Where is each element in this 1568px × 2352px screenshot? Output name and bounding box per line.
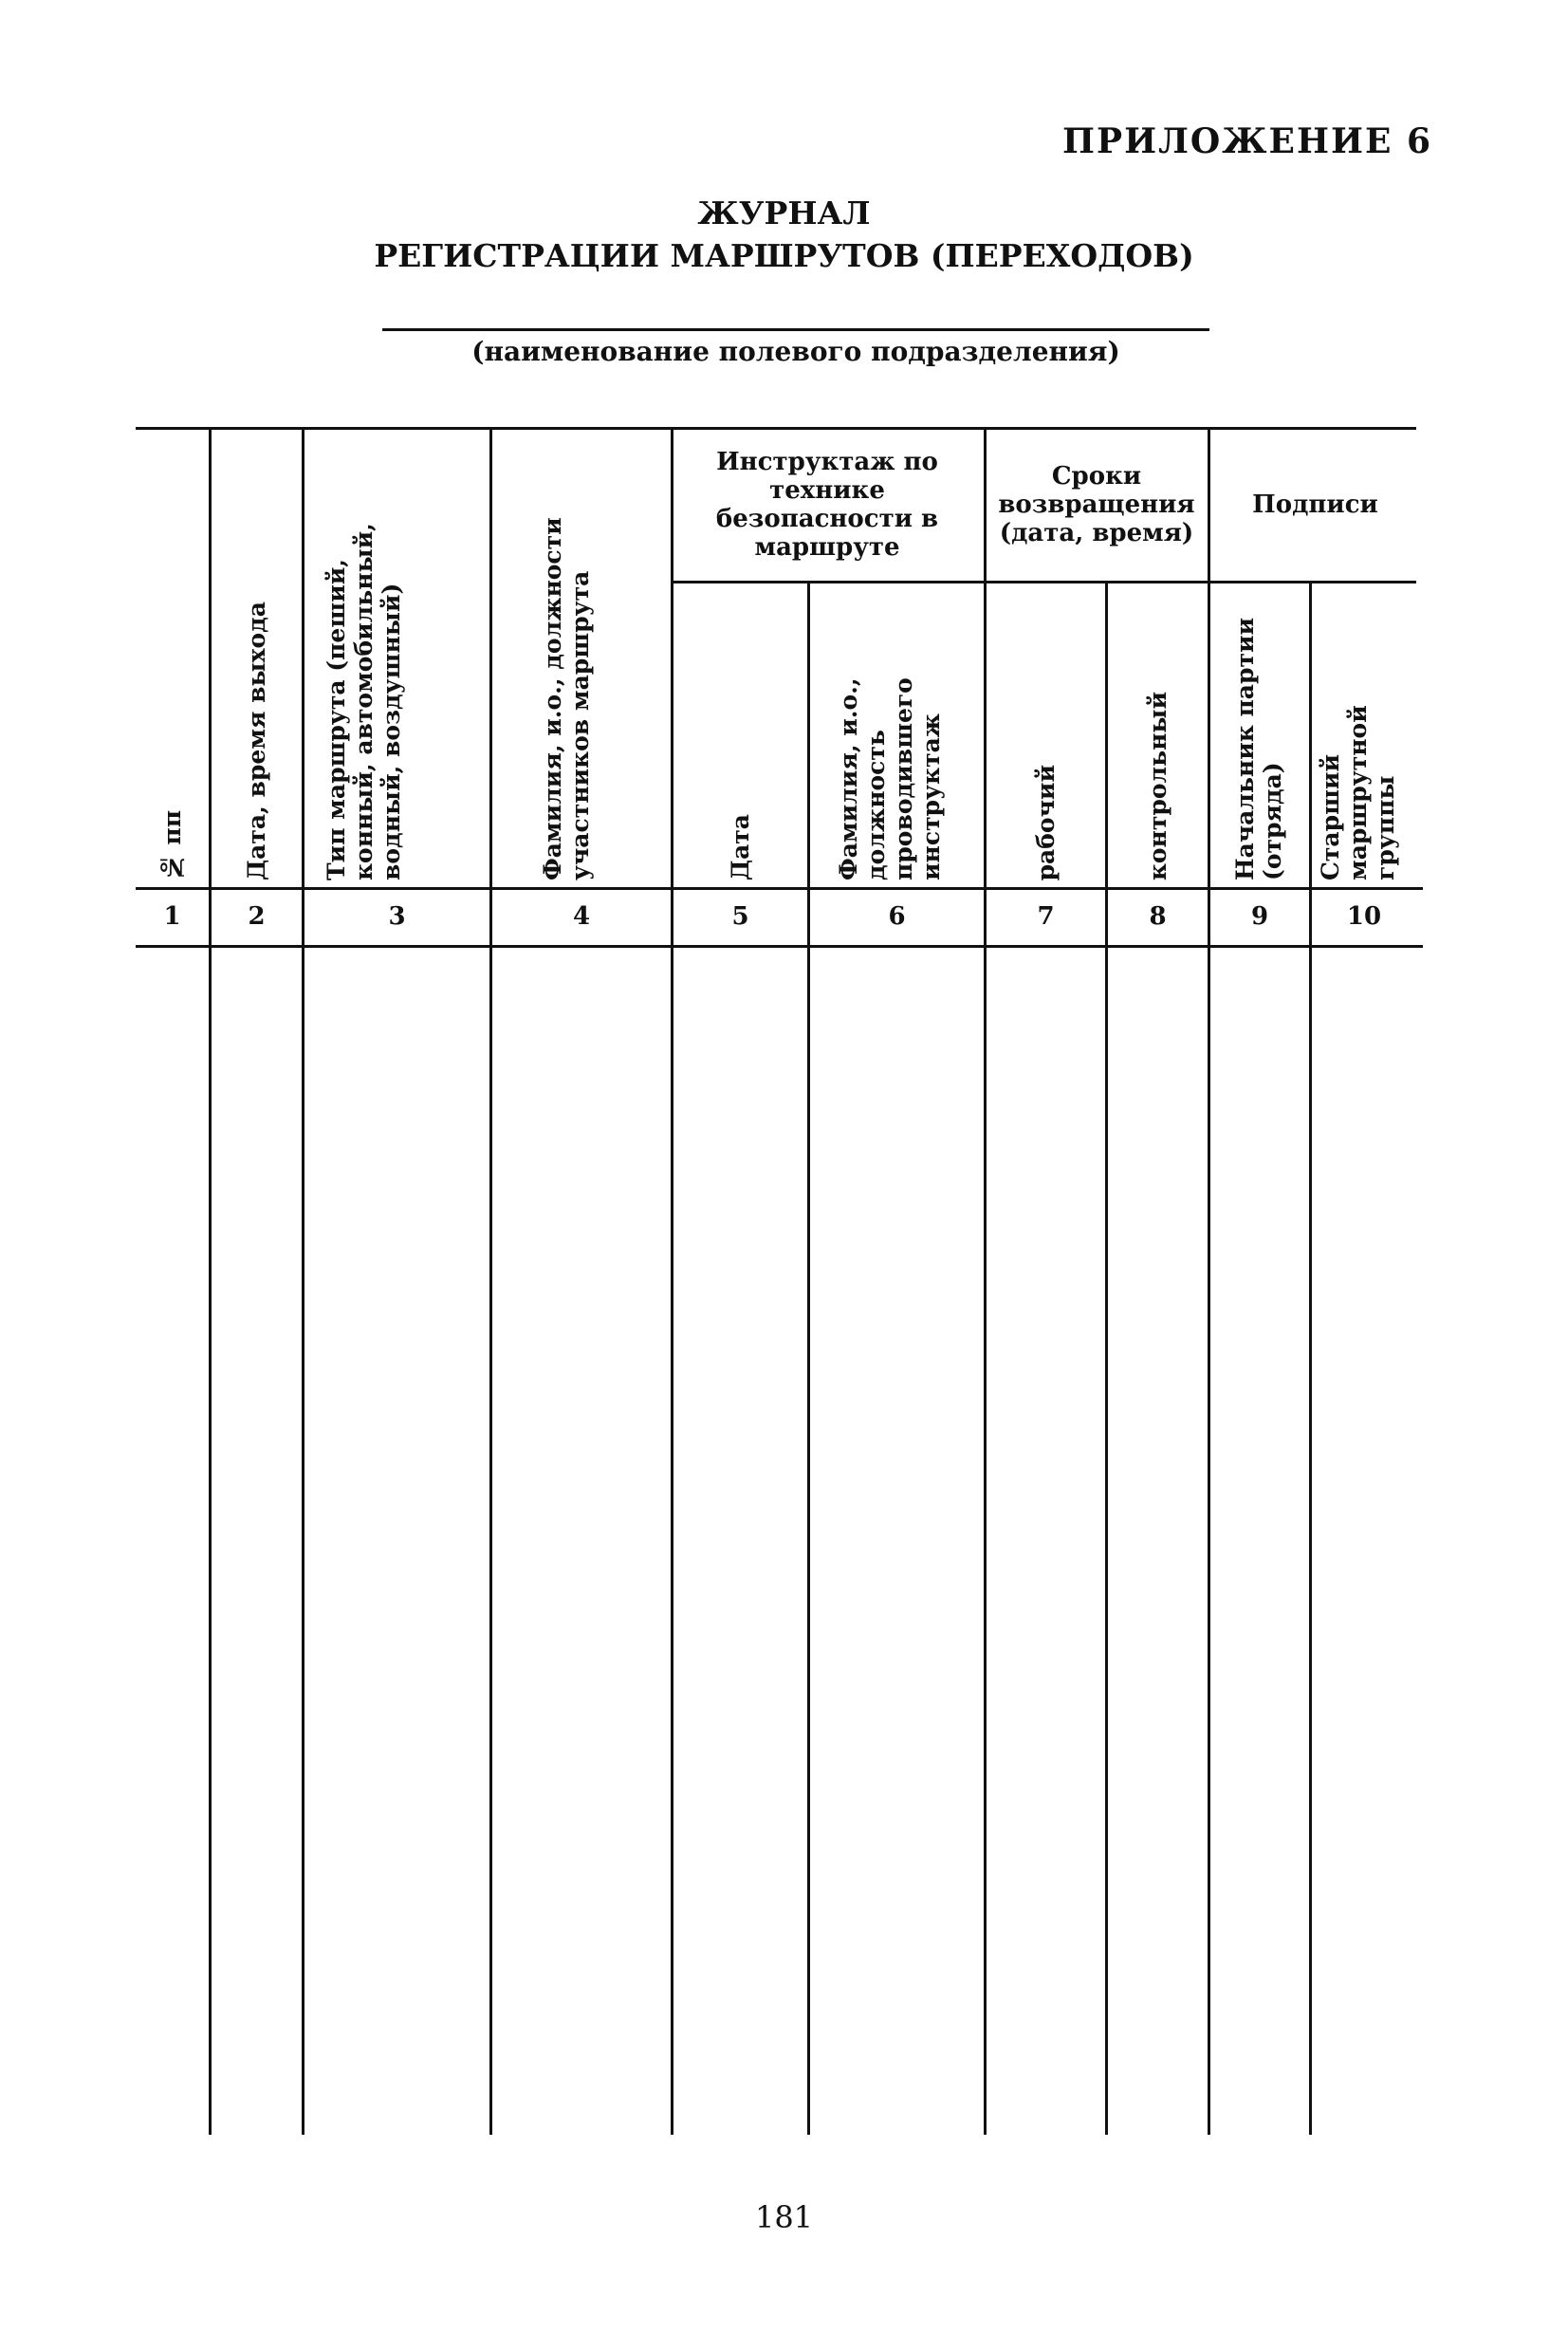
header-route-type: Тип маршрута (пеший, конный, автомобильный, водный, воздушный) xyxy=(323,523,405,880)
header-return-working: рабочий xyxy=(1032,764,1060,880)
column-number: 1 xyxy=(163,902,181,931)
column-number: 6 xyxy=(888,902,906,931)
page-number: 181 xyxy=(754,2199,814,2235)
header-participants: Фамилия, и.о., должности участников маршрута xyxy=(539,517,594,880)
group-header-return-terms: Сроки возвращения (дата, время) xyxy=(998,462,1195,547)
appendix-label: ПРИЛОЖЕНИЕ 6 xyxy=(1062,121,1432,161)
header-row-number: № пп xyxy=(158,809,186,880)
column-number: 3 xyxy=(388,902,406,931)
header-departure-datetime: Дата, время выхода xyxy=(243,601,270,880)
header-signature-party-chief: Начальник партии (отряда) xyxy=(1231,617,1286,880)
group-header-briefing: Инструктаж по технике безопасности в маршруте xyxy=(715,448,939,562)
document-title: ЖУРНАЛ xyxy=(697,194,871,231)
subdivision-caption: (наименование полевого подразделения) xyxy=(471,336,1120,367)
column-number: 7 xyxy=(1037,902,1055,931)
column-number: 2 xyxy=(248,902,266,931)
document-subtitle: РЕГИСТРАЦИИ МАРШРУТОВ (ПЕРЕХОДОВ) xyxy=(374,237,1194,274)
header-briefing-date: Дата xyxy=(727,813,754,880)
column-number: 4 xyxy=(572,902,591,931)
table-entry-area[interactable] xyxy=(212,949,1416,2133)
header-briefing-instructor: Фамилия, и.о., должность проводившего инструктаж xyxy=(835,677,945,880)
column-number: 10 xyxy=(1346,902,1382,931)
table-top-rule xyxy=(136,427,1416,430)
header-signature-group-leader: Старший маршрутной группы xyxy=(1317,705,1399,880)
group-header-signatures: Подписи xyxy=(1252,491,1378,519)
group-header-rule xyxy=(672,581,1416,583)
header-return-control: контрольный xyxy=(1144,691,1171,880)
column-numbers-bottom-rule xyxy=(136,945,1423,948)
column-number: 9 xyxy=(1250,902,1269,931)
column-number: 5 xyxy=(731,902,749,931)
column-number: 8 xyxy=(1149,902,1167,931)
